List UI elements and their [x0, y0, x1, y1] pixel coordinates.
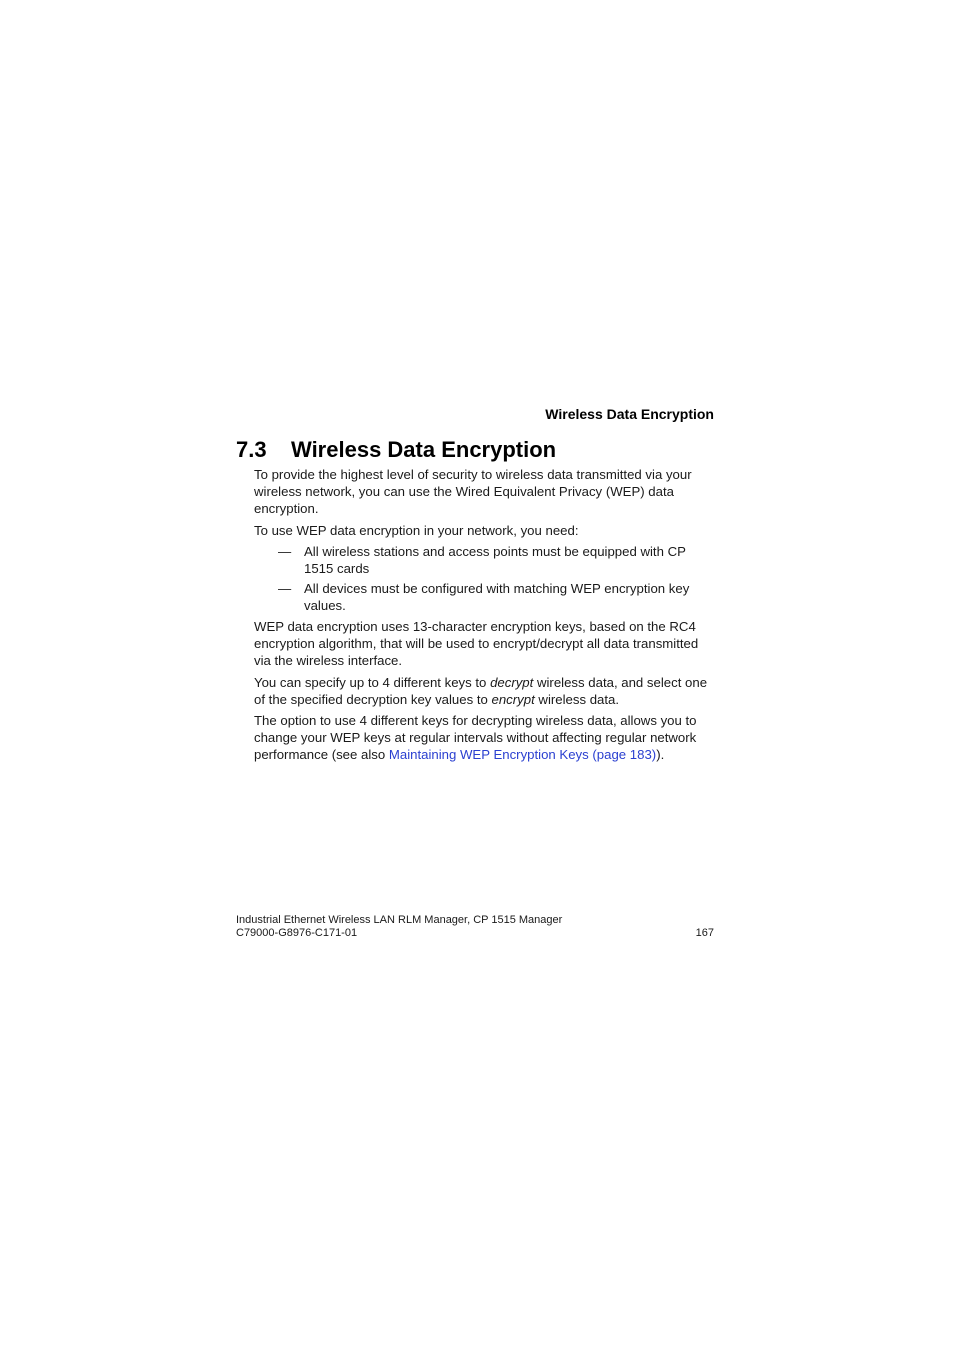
text-run: You can specify up to 4 different keys to	[254, 674, 491, 690]
text-run: wireless data.	[534, 691, 620, 707]
cross-reference-link[interactable]: Maintaining WEP Encryption Keys (page 183)	[388, 747, 657, 762]
text-run: ).	[656, 747, 665, 762]
text-run: The option to use 4 different keys for decrypting wireless data, allows you to change your WEP keys at regular intervals without affecting regular network performance (see also	[254, 713, 697, 762]
emphasis-encrypt: encrypt	[491, 691, 535, 707]
paragraph-keys	[254, 674, 714, 708]
dash-bullet: —	[278, 544, 292, 559]
dash-bullet: —	[278, 581, 292, 596]
paragraph-intro: To provide the highest level of security to wireless data transmitted via your wireless network, you can use the Wired Equivalent Privacy (WEP) data encryption.	[254, 467, 692, 516]
footer-product-line: Industrial Ethernet Wireless LAN RLM Manager, CP 1515 Manager	[236, 914, 563, 926]
page-number: 167	[695, 927, 714, 939]
section-title-text: Wireless Data Encryption	[291, 437, 557, 462]
list-item-text: All devices must be configured with matching WEP encryption key values.	[304, 581, 690, 613]
section-body	[254, 466, 714, 768]
list-item	[254, 543, 714, 577]
emphasis-decrypt: decrypt	[490, 674, 534, 690]
text-run: wireless data, and select one of the specified decryption key values to	[254, 674, 708, 707]
footer-document-id: C79000-G8976-C171-01	[236, 927, 358, 939]
running-header: Wireless Data Encryption	[545, 406, 714, 422]
paragraph-algorithm: WEP data encryption uses 13-character encryption keys, based on the RC4 encryption algorithm, that will be used to encrypt/decrypt all data transmitted via the wireless interface.	[254, 619, 699, 668]
section-number: 7.3	[236, 437, 267, 462]
paragraph-requirements-lead: To use WEP data encryption in your network, you need:	[254, 522, 579, 538]
page-footer	[236, 914, 714, 940]
paragraph-key-rotation	[254, 712, 714, 763]
section-title	[236, 436, 556, 464]
requirements-list	[254, 543, 714, 614]
list-item-text: All wireless stations and access points must be equipped with CP 1515 cards	[304, 544, 686, 576]
list-item	[254, 580, 714, 614]
